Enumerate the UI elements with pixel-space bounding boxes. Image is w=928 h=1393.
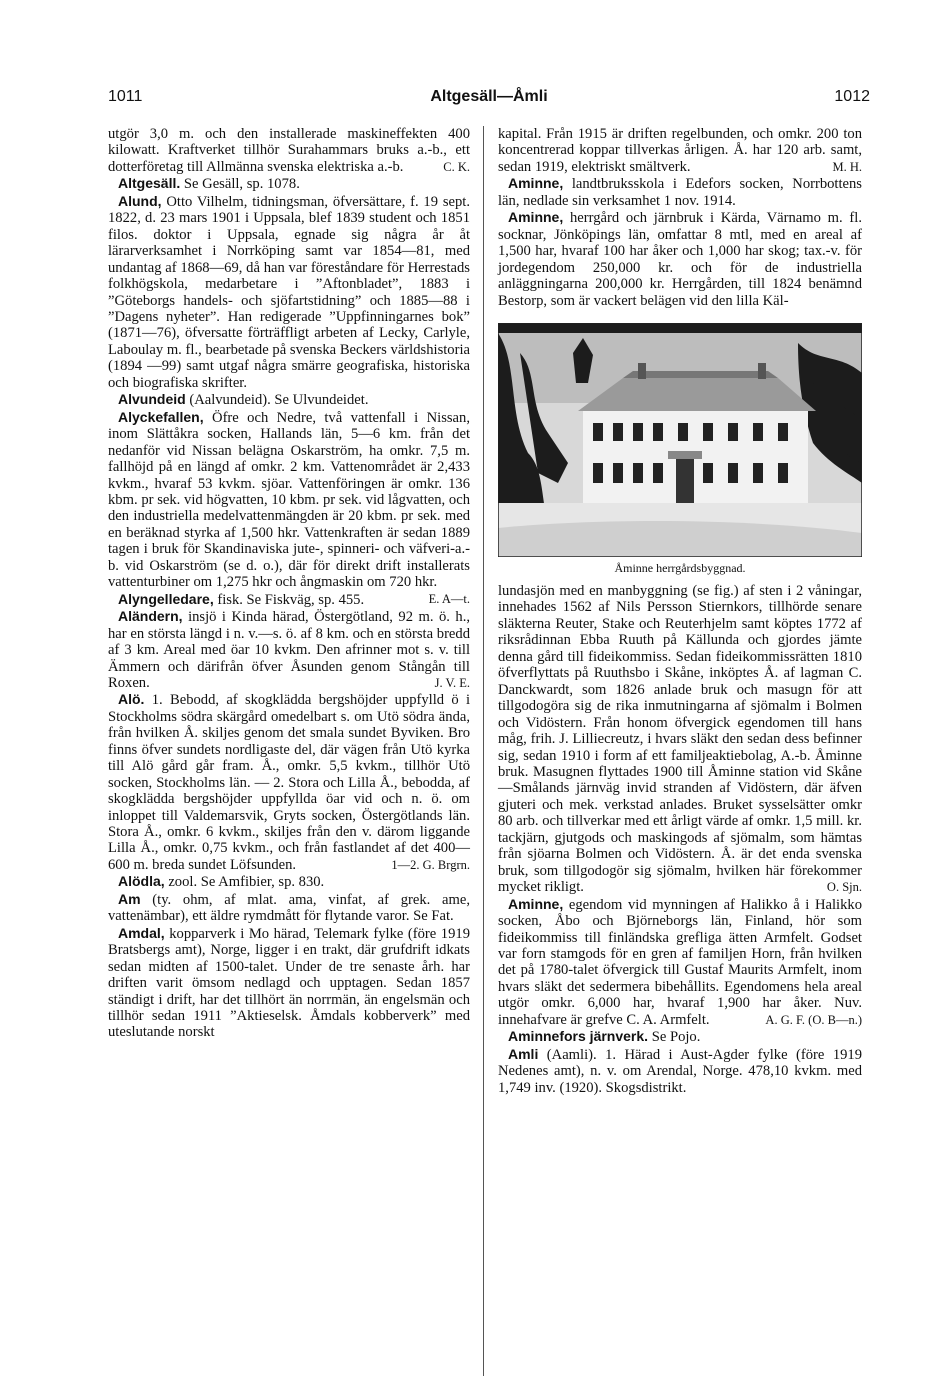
entry-text: utgör 3,0 m. och den installerade maskineffekten 400 kilowatt. Kraftverket tillhör Surahammars bruks a.-b., ett dotterföretag till Allmänna svenska elektriska a.-b. — [108, 126, 470, 175]
entry-text: insjö i Kinda härad, Östergötland, 92 m. ö. h., har en största längd i n. v.—s. ö. af 8 km. och en största bredd af 3 km. Areal med öar 10 kvkm. Den afrinner mot s. v. till Ämmern och därifrån öfver Åsunden genom Stångån till Roxen. — [108, 609, 470, 691]
entry-headword: Aminnefors järnverk. — [508, 1028, 649, 1045]
entry-headword: Aländern, — [118, 608, 183, 625]
author-signature: C. K. — [443, 159, 470, 174]
entry-paragraph — [108, 873, 470, 890]
entry-text: egendom vid mynningen af Halikko å i Halikko socken, Åbo och Björneborgs län, Finland, hör som fideikommiss till finländska grefliga ätten Armfelt. Godset var forn stamgods för en gren af familjen Horn, från hvilken det på 1780-talet öfvergick till Gustaf Maurits Armfelt, inom hvars släkt det sedermera bibehållits. Egendomens hela areal utgör omkr. 6,000 har, hvaraf 1,900 har åker. Nuv. innehafvare är grefve C. A. Armfelt. — [498, 896, 862, 1028]
author-signature: M. H. — [832, 159, 862, 174]
figure-caption: Åminne herrgårdsbyggnad. — [614, 560, 746, 575]
entry-text: Se Gesäll, sp. 1078. — [183, 176, 300, 193]
entry-text: (Aamli). 1. Härad i Aust-Agder fylke (före 1919 Nedenes amt), n. v. om Arendal, Norge. 478,10 kvkm. med 1,749 inv. (1920). Skogsdistrikt. — [498, 1046, 863, 1096]
figure — [498, 323, 862, 577]
author-signature: A. G. F. (O. B—n.) — [765, 1012, 862, 1027]
entry-headword: Amli — [508, 1045, 539, 1062]
entry-paragraph — [108, 925, 470, 1041]
page-number-left: 1011 — [108, 88, 143, 105]
entry-headword: Alund, — [118, 192, 162, 209]
entry-text: landtbruksskola i Edefors socken, Norrbottens län, nedlade sin verksamhet 1 nov. 1914. — [498, 176, 862, 209]
left-column — [108, 126, 470, 1041]
column-divider — [483, 126, 484, 1376]
right-column-top — [498, 126, 862, 309]
entry-headword: Alödla, — [118, 873, 165, 890]
entry-paragraph — [498, 175, 862, 209]
author-signature: E. A—t. — [428, 591, 470, 606]
entry-paragraph — [108, 175, 470, 192]
page-number-right: 1012 — [834, 88, 870, 105]
entry-text: fisk. Se Fiskväg, sp. 455. — [217, 591, 365, 608]
running-header — [108, 88, 870, 110]
entry-paragraph — [498, 1028, 862, 1045]
entry-headword: Amdal, — [118, 924, 165, 941]
entry-headword: Am — [118, 890, 141, 907]
entry-headword: Alvundeid — [118, 391, 186, 408]
manor-house-illustration — [498, 323, 862, 557]
entry-headword: Aminne, — [508, 209, 564, 226]
author-signature: 1—2. G. Brgrn. — [391, 857, 470, 872]
entry-headword: Alyngelledare, — [118, 590, 214, 607]
entry-text: zool. Se Amfibier, sp. 830. — [168, 874, 325, 891]
entry-paragraph — [498, 126, 862, 175]
entry-text: herrgård och järnbruk i Kärda, Värnamo m. fl. socknar, Jönköpings län, omfattar 8 mtl, med en areal af 1,500 har, hvaraf 100 har åker och 1,000 har skog; tax.-v. för jordegendom 250,000 kr. och för de industriella anläggningarna 200,000 kr. Herrgården, till 1824 benämnd Bestorp, som är vackert belägen vid den lilla Käl- — [498, 210, 862, 309]
entry-paragraph — [498, 583, 862, 896]
entry-text: Se Pojo. — [651, 1029, 701, 1046]
entry-text: lundasjön med en manbyggning (se fig.) af sten i 2 våningar, innehades 1562 af Nils Persson Stiernkors, tillhörde senare släkterna Reuter, Stake och Reuterhjelm samt köptes 1772 af riksrådinnan Ebba Ruuth på Källunda och gjordes jämte denna gård till fideikommiss. Sedan fideikommissrätten 1810 öfverflyttats på Ruuthsbo i Skåne, inköptes Å. af lagman C. Danckwardt, som 1826 anlade bruk och masugn för att tillgodogöra sig de rika inmutningarna af sjömalm i Bolmen och Vidöstern. Från honom öfvergick egendomen till hans måg, frih. J. Lilliecreutz, i hvars släkt den sedan dess befinner sig, sedan 1910 i form af ett familjeaktiebolag, A.-b. Åminne bruk. Masugnen flyttades 1900 till Åminne station vid Skåne—Smålands järnväg invid stranden af Vidöstern, där äfven gjuteri och mek. verkstad anlades. Bruket sysselsätter omkr 80 arb. och tillverkar med ett årligt värde af omkr. 1,5 mill. kr. tackjärn, gjutgods och maskingods af sjömalm, som hämtas från sjöarna Bolmen och Vidöstern. Å. är det enda svenska bruk, som tillgodogör sig sjömalm, hvilken här förekommer mycket rikligt. — [498, 582, 862, 896]
entry-headword: Alö. — [118, 691, 145, 708]
entry-paragraph — [108, 591, 470, 608]
entry-text: (ty. ohm, af mlat. ama, vinfat, af grek. ame, vattenämbar), ett äldre rymdmått för flytande varor. Se Fat. — [108, 891, 470, 925]
entry-text: Otto Vilhelm, tidningsman, öfversättare, f. 19 sept. 1822, d. 23 mars 1901 i Uppsala, blef 1839 student och 1851 filos. doktor i Uppsala, egnade sig några år åt lärarverksamhet i Norrköping samt var 1854—81, med undantag af 1868—69, då han var föreståndare för Herrestads folkhögskola, medarbetare i ”Aftonbladet”, 1883 i ”Göteborgs handels- och sjöfartstidning” och 1885—88 i ”Dagens nyheter”. Han redigerade ”Uppfinningarnes bok” (1871—76), öfversatte förträffligt arbeten af Lecky, Carlyle, Laboulay m. fl., bearbetade på svenska Beckers världshistoria (1894 —99) samt utgaf några smärre geografiska, historiska och biografiska skrifter. — [108, 193, 470, 391]
right-column — [498, 126, 862, 1096]
author-signature: J. V. E. — [434, 675, 470, 690]
entry-text: Öfre och Nedre, två vattenfall i Nissan, inom Slättåkra socken, Hallands län, 5—6 km. från det nedanför vid Nissan belägna Oskarström, ha omkr. 7,5 m. fallhöjd på en längd af omkr. 2 km. Vattenområdet är 2,433 kvkm., hvaraf 53 kvkm. sjöar. Vattenföringen är omkr. 136 kbm. pr sek. vid högvatten, 10 kbm. pr sek. vid lågvatten, och den industriella medelvattenmängden är 20 kbm. pr sek. med en beräknad styrka af 1,500 hkr. Vattenkraften är sedan 1889 tagen i bruk för Skandinaviska jute-, spinneri- och väfveri-a.-b. vid Oskarström (se d. o.), där för direkt drift installerats vattenturbiner om 1,275 hkr och ångmaskin om 720 hkr. — [108, 409, 470, 591]
entry-text: 1. Bebodd, af skogklädda bergshöjder uppfylld ö i Stockholms södra skärgård omedelbart s. om Utö södra ända, från hvilken Å. skiljes genom det smala sundet Byviken. Bro finns öfver sundets nordligaste del, där vägen från Utö kyrka till Alö gård går fram. Å., omkr. 5,5 kvkm., tillhör Utö socken, Stockholms län. — 2. Stora och Lilla Å., bebodda, af skogklädda bergshöjder uppfyllda öar vid och n. ö. om inloppet till Valdemarsvik, Gryts socken, Östergötlands län. Stora Å., omkr. 6 kvkm., skiljes från den v. därom liggande Lilla Å., omkr. 0,75 kvkm., och från fastlandet af det 400—600 m. breda sundet Löfsunden. — [108, 692, 470, 873]
entry-text: kopparverk i Mo härad, Telemark fylke (före 1919 Bratsbergs amt), Norge, ligger i en trakt, där grufdrift idkats sedan midten af 1500-talet. Under de tre senaste årh. har driften varit ömsom nedlagd och upptagen. Sedan 1857 ständigt i drift, har det tillhört än norrmän, än engelsmän och tillhör sedan 1911 ”Aktieselsk. Åmdals kobberverk” med uteslutande norskt — [108, 925, 470, 1041]
entry-headword: Altgesäll. — [118, 175, 181, 192]
entry-headword: Aminne, — [508, 175, 564, 192]
running-title: Altgesäll—Åmli — [430, 88, 548, 105]
manor-house-photo — [498, 323, 862, 557]
entry-paragraph — [108, 691, 470, 873]
entry-paragraph — [108, 193, 470, 391]
entry-paragraph — [498, 1046, 862, 1096]
author-signature: O. Sjn. — [826, 880, 862, 895]
entry-paragraph — [498, 209, 862, 309]
entry-headword: Alyckefallen, — [118, 408, 204, 425]
entry-paragraph — [498, 896, 862, 1029]
right-column-bottom — [498, 583, 862, 1096]
entry-paragraph — [108, 391, 470, 408]
entry-paragraph — [108, 891, 470, 925]
entry-text: kapital. Från 1915 är driften regelbunden, och omkr. 200 ton koncentrerad koppar tillverkas årligen. Å. har 120 arb. samt, sedan 1919, elektriskt smältverk. — [498, 126, 862, 175]
entry-paragraph — [108, 126, 470, 175]
entry-paragraph — [108, 608, 470, 691]
entry-headword: Aminne, — [508, 895, 564, 912]
entry-text: (Aalvundeid). Se Ulvundeidet. — [189, 392, 369, 409]
